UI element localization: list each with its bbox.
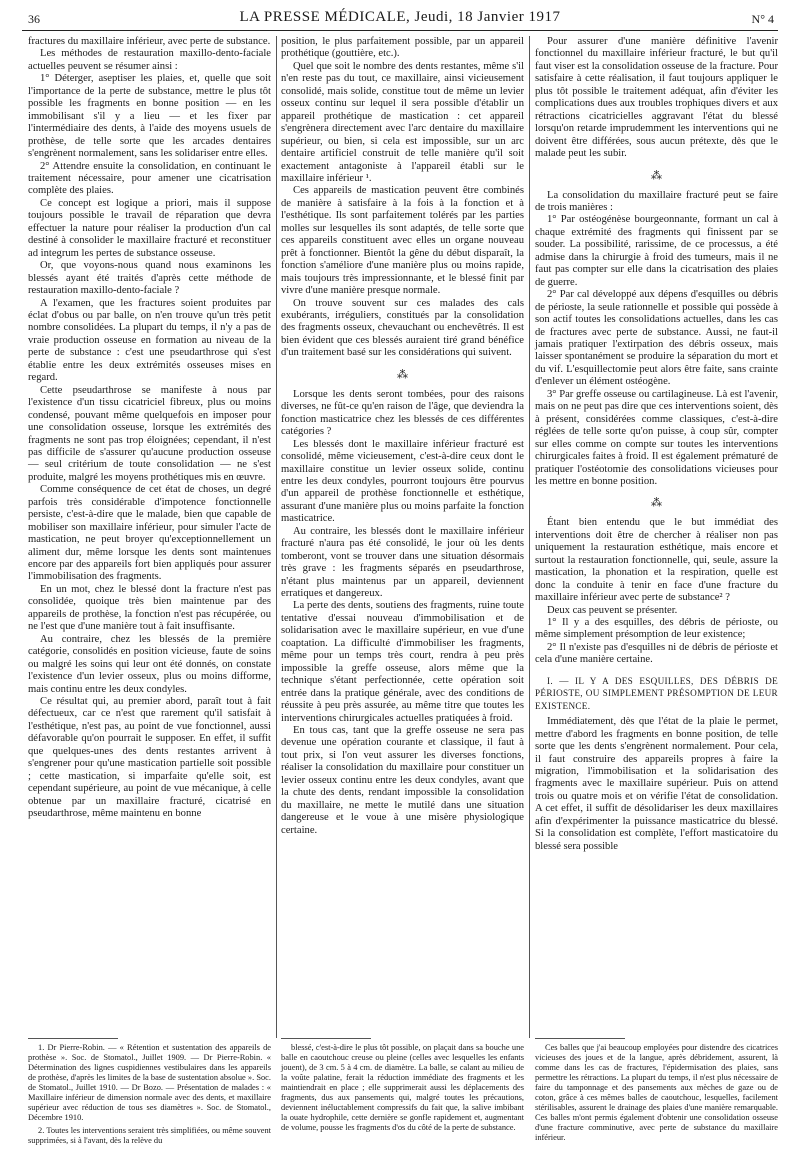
paragraph: Les méthodes de restauration maxillo-dento-faciale actuelles peuvent se résumer ainsi : [28,48,271,72]
paragraph: 1° Il y a des esquilles, des débris de périoste, ou même simplement présomption de leur existence; [535,617,778,641]
column-3 [535,36,778,853]
column-divider [529,36,530,1038]
paragraph: Cette pseudarthrose se manifeste à nous par l'existence d'un tissu cicatriciel fibreux, plus ou moins condensé, pouvant même quelquefois en imposer pour une consolidation osseuse, lorsque les extrémités des fragments ne sont pas trop éloignées; cependant, il n'est pas difficile de s'assurer qu'aucune production osseuse — seul critérium de toute consolidation — ne s'est produite, malgré les moyens prothétiques mis en œuvre. [28,384,271,483]
paragraph: Étant bien entendu que le but immédiat des interventions doit être de chercher à réaliser non pas uniquement la restauration esthétique, mais encore et surtout la restauration fonctionnelle, qui, seule, assure la mastication, la phonation et la respiration, quelle est donc la conduite à tenir en face d'une fracture du maxillaire inférieur avec perte de substance² ? [535,517,778,604]
paragraph: 1° Par ostéogénèse bourgeonnante, formant un cal à chaque extrémité des fragments qui finissent par se souder. La possibilité, rarissime, de ce processus, a été admise dans la chirurgie à froid des tumeurs, mais il ne faut pas compter sur elle dans la cicatrisation des plaies de guerre. [535,214,778,288]
issue-number: N° 4 [751,12,774,26]
header-rule [22,30,778,31]
paragraph: On trouve souvent sur ces malades des cals exubérants, irréguliers, constitués par la consolidation des fragments osseux, chevauchant ou enchevêtrés. Il est bien évident que ces blessés auraient tiré grand bénéfice d'un traitement basé sur les considérations qui suivent. [281,297,524,359]
paragraph: La perte des dents, soutiens des fragments, ruine toute tentative d'essai nouveau d'immobilisation et de solidarisation avec le maxillaire supérieur, en vue d'une coaptation. La difficulté d'immobiliser les fragments, même pour un temps très court, rendra à peu près impossible la greffe osseuse, alors même que la technique s'étant perfectionnée, cette opération soit entrée dans la pratique générale, avec des conditions de réussite à peu près assurée, au même titre que toutes les interventions chirurgicales actuelles pratiquées à froid. [281,600,524,724]
paragraph: 1° Déterger, aseptiser les plaies, et, quelle que soit l'importance de la perte de substance, mettre le plus tôt possible les fragments en bonne position — en les immobilisant s'il y a lieu — et les fixer par l'intermédiaire des dents, à l'aide des moyens usuels de prothèse, de telle sorte que les arcades dentaires s'engrènent normalement, sans les solidariser entre elles. [28,73,271,160]
footnote-rule [281,1038,371,1039]
footnote: 2. Toutes les interventions seraient très simplifiées, ou même souvent supprimées, si à l'avant, dès la relève du [28,1126,271,1145]
footnotes-column-2 [281,1043,524,1136]
paragraph: Quel que soit le nombre des dents restantes, même s'il n'en reste pas du tout, ce maxillaire, ainsi vicieusement consolidé, mais solide, constitue tout de même un levier osseux continu sur lequel il sera possible d'établir un appareil prothétique de mastication : cet appareil s'engrènera directement avec l'arc dentaire du maxillaire supérieur, ou bien, si cela est impossible, sur un arc dentaire artificiel construit de telle manière qu'il soit exactement antagoniste à l'appareil établi sur le maxillaire inférieur ¹. [281,60,524,184]
paragraph: Pour assurer d'une manière définitive l'avenir fonctionnel du maxillaire inférieur fracturé, le but qu'il faut viser est la consolidation osseuse de la fracture. Pour satisfaire à cette réalisation, il faut toujours appliquer le plus tôt possible le traitement adéquat, afin d'éviter les complications dues aux troubles trophiques divers et aux rétractions cicatricielles aggravant l'état du blessé lorsqu'on retarde imprudemment les interventions qui ne doivent être différées, sous aucun prétexte, dès que le malade peut les subir. [535,36,778,160]
footnote: blessé, c'est-à-dire le plus tôt possible, on plaçait dans sa bouche une balle en caoutchouc creuse ou pleine (celles avec lesquelles les enfants jouent), de 3 cm. 5 à 4 cm. de diamètre. La balle, se calant au milieu de la voûte palatine, ferait la réduction immédiate des fragments et les maintiendrait en place ; elle supprimerait aussi les déplacements des fragments, dus aux pansements qui, malgré toutes les précautions, deviennent inéluctablement compressifs du fait que, la salive imbibant la ouate hydrophile, cette dernière se gonfle rapidement et, augmentant de volume, pousse les fragments d'os du côté de la perte de substance. [281,1043,524,1132]
paragraph: fractures du maxillaire inférieur, avec perte de substance. [28,36,271,47]
section-ornament: ⁂ [651,497,662,510]
paragraph: Comme conséquence de cet état de choses, un degré parfois très considérable d'impotence fonctionnelle persiste, c'est-à-dire que le malade, bien que capable de mobiliser son maxillaire inférieur, pour simuler l'acte de mastication, ne peut broyer qu'exceptionnellement un aliment dur, même lorsque les dents sont maintenues encore par des appareils fort bien appliqués pour assurer l'immobilisation des fragments. [28,484,271,583]
paragraph: Ce résultat qui, au premier abord, paraît tout à fait défectueux, car ce n'est que rarement qu'il satisfait à l'esthétique, n'est pas, au point de vue fonctionnel, aussi défavorable qu'on pourrait le supposer. En effet, il suffit que quelques-unes des dents restantes arrivent à s'engrener pour qu'une mastication partielle soit possible ; cette mastication, si imparfaite qu'elle soit, est cependant supérieure, au point de vue mécanique, à celle obtenue par un maxillaire fracturé, cicatrisé en pseudarthrose, même maintenu en bonne [28,696,271,820]
paragraph: Or, que voyons-nous quand nous examinons les blessés ayant été traités d'après cette méthode de restauration maxillo-dento-faciale ? [28,260,271,297]
page-number: 36 [28,12,40,26]
footnote-rule [535,1038,625,1039]
section-ornament: ⁂ [397,368,408,381]
paragraph: Ces appareils de mastication peuvent être combinés de manière à satisfaire à la fois à la fonction et à l'esthétique. Ils sont parfaitement tolérés par les parties molles sur lesquelles ils sont adaptés, de telle sorte que ces appareils constituent avec elles un organe nouveau prêt à fonctionner. Bientôt la gêne du début disparaît, la fonction s'améliore d'une manière plus ou moins rapide, mais toujours très impressionnante, et le blessé finit par vivre d'une manière presque normale. [281,185,524,297]
paragraph: En tous cas, tant que la greffe osseuse ne sera pas devenue une opération courante et classique, il faut à tout prix, si l'on veut assurer les diverses fonctions, réaliser la consolidation du maxillaire pour constituer un levier osseux continu entre les deux condyles, avant que la chute des dents, rendant impossible la consolidation du maxillaire, ne mette le mutilé dans une situation dangereuse et le voue à une misère physiologique certaine. [281,725,524,836]
paragraph: Lorsque les dents seront tombées, pour des raisons diverses, ne fût-ce qu'en raison de l'âge, que deviendra la fonction masticatrice chez les blessés de ces différentes catégories ? [281,388,524,438]
page-header [22,4,778,28]
section-heading: I. — IL Y A DES ESQUILLES, DES DÉBRIS DE PÉRIOSTE, OU SIMPLEMENT PRÉSOMPTION DE LEUR EXISTENCE. [535,675,778,711]
journal-title: LA PRESSE MÉDICALE, Jeudi, 18 Janvier 1917 [239,9,561,25]
paragraph: La consolidation du maxillaire fracturé peut se faire de trois manières : [535,189,778,213]
footnotes-column-1 [28,1043,271,1149]
paragraph: position, le plus parfaitement possible, par un appareil prothétique (gouttière, etc.). [281,36,524,60]
footnote: Ces balles que j'ai beaucoup employées pour distendre des cicatrices vicieuses des joues et de la langue, après débridement, assurent, là comme dans les cas de fractures, l'épidermisation des plaies, sans permettre les rétractions. La plupart du temps, il n'est plus nécessaire de faire du tamponnage et des pansements aux mèches de gaze ou de coton, grâce à ces mêmes balles de caoutchouc, lesquelles, facilement stérilisables, assurent le drainage des plaies d'une manière remarquable. Ces balles m'ont permis également d'obtenir une consolidation osseuse d'une fracture comminutive, avec perte de substance du maxillaire inférieur. [535,1043,778,1142]
paragraph: 2° Attendre ensuite la consolidation, en continuant le traitement nécessaire, pour amener une cicatrisation complète des plaies. [28,160,271,197]
paragraph: 3° Par greffe osseuse ou cartilagineuse. Là est l'avenir, mais on ne peut pas dire que ces interventions soient, dès à présent, considérées comme classiques, c'est-à-dire réglées de telle sorte qu'on puisse, à coup sûr, compter sur elles comme on compte sur toutes les interventions chirurgicales faites à froid. Il est également prématuré de pratiquer l'ostéotomie des consolidations vicieuses pour les mettre en bonne position. [535,388,778,487]
column-divider [276,36,277,1038]
section-ornament: ⁂ [651,169,662,182]
paragraph: A l'examen, que les fractures soient produites par éclat d'obus ou par balle, on n'en trouve qu'un très petit nombre consolidées. La plupart du temps, il n'y a pas de vraie production osseuse en formation au niveau de la perte de substance : c'est une pseudarthrose qui s'est établie entre les deux extrémités osseuses mises en regard. [28,297,271,384]
footnotes-column-3 [535,1043,778,1146]
paragraph: Les blessés dont le maxillaire inférieur fracturé est consolidé, même vicieusement, c'est-à-dire ceux dont le maxillaire constitue un levier osseux solide, continu entre les deux condyles, pourront toujours être pourvus d'un appareil de prothèse fonctionnelle et esthétique, assurant d'une manière plus ou moins parfaite la fonction masticatrice. [281,438,524,525]
paragraph: 2° Par cal développé aux dépens d'esquilles ou débris de périoste, la seule rationnelle et possible qui possède à son actif toutes les consolidations actuelles, dans les cas de fractures avec perte de substance. Aussi, ne faut-il jamais pratiquer l'extirpation des débris osseux, mais laisser spontanément se produire la séparation du mort et du vif. L'esquillectomie peut alors être faite, sans crainte d'enlever un élément ostéogène. [535,289,778,388]
paragraph: Ce concept est logique a priori, mais il suppose toujours possible le travail de réparation que devra effectuer la nature pour réaliser la production d'un cal destiné à consolider le maxillaire fracturé et reconstituer ad integrum les pertes de substance osseuse. [28,197,271,259]
paragraph: En un mot, chez le blessé dont la fracture n'est pas consolidée, quoique très bien maintenue par des appareils de prothèse, la fonction n'est pas récupérée, ou ne l'est que d'une manière tout à fait insuffisante. [28,583,271,633]
column-2 [281,36,524,837]
footnote-rule [28,1038,118,1039]
paragraph: Au contraire, chez les blessés de la première catégorie, consolidés en position vicieuse, faute de soins ou malgré les soins qui leur ont été donnés, on constate l'existence d'un levier osseux, plus ou moins difforme, mais continu entre les deux condyles. [28,633,271,695]
paragraph: Deux cas peuvent se présenter. [547,604,678,616]
footnote: 1. Dr Pierre-Robin. — « Rétention et sustentation des appareils de prothèse ». Soc. de Stomatol., Juillet 1909. — Dr Pierre-Robin. « Détermination des lignes cuspidiennes vestibulaires dans les appareils de prothèse, d'après les limites de la base de sustentation absolue ». Soc. de Stomatol., Juillet 1910. — Dr Bozo. — Présentation de malades : « Maxillaire inférieur de dimension normale avec des dents, et maxillaire supérieur avec réduction de tous ses diamètres ». Soc. de Stomatol., Décembre 1910. [28,1043,271,1122]
paragraph: 2° Il n'existe pas d'esquilles ni de débris de périoste et cela d'une manière certaine. [535,641,778,666]
paragraph: Au contraire, les blessés dont le maxillaire inférieur fracturé n'aura pas été consolidé, le jour où les dents tomberont, vont se trouver dans une situation désormais très grave : les fragments séparés en pseudarthrose, n'étant plus maintenus par un appareil, deviennent erratiques et dangereux. [281,525,524,600]
paragraph: Immédiatement, dès que l'état de la plaie le permet, mettre d'abord les fragments en bonne position, de telle sorte que les dents s'engrènent normalement. Pour cela, il faut construire des appareils propres à faire la migration, l'immobilisation et la solidarisation des fragments avec le maxillaire supérieur. Puis on attend trois ou quatre mois et on vérifie l'état de consolidation. A cet effet, il suffit de désolidariser les deux maxillaires afin d'expérimenter la puissance masticatrice du blessé. Si la consolidation est complète, l'effort masticatoire du blessé sera possible [535,716,778,852]
column-1 [28,36,271,821]
